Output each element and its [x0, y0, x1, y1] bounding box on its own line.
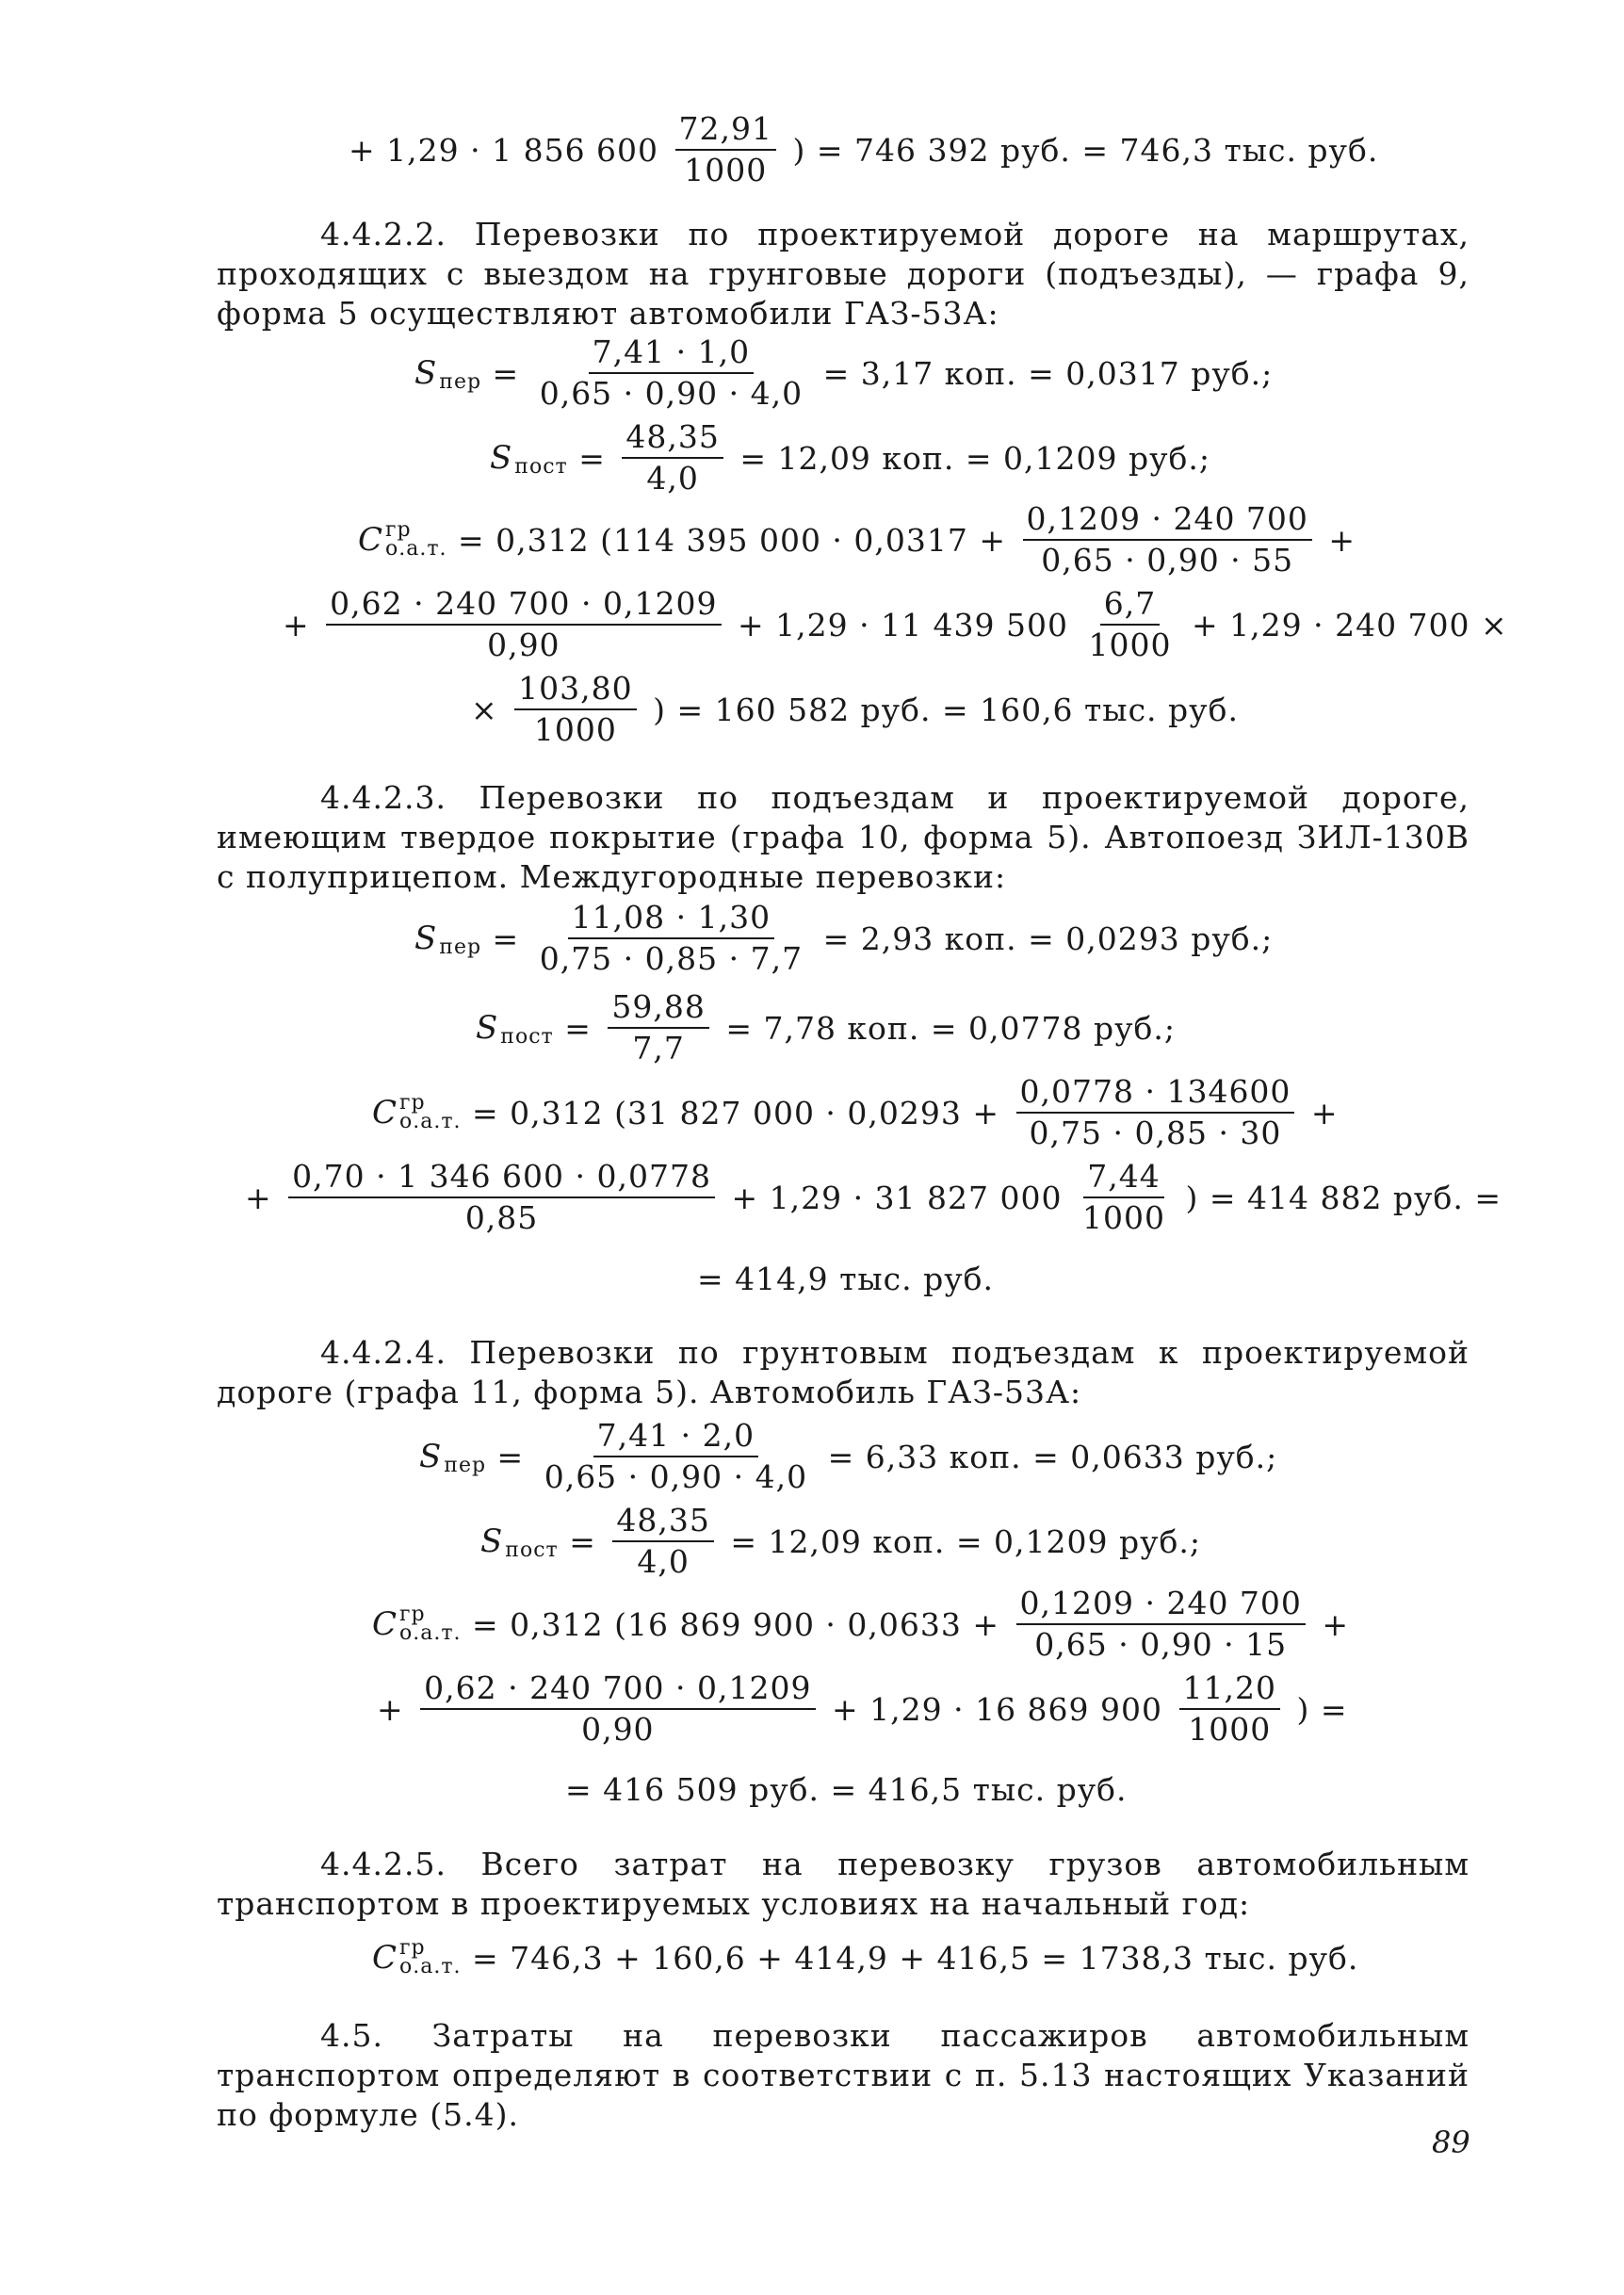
formula-text: = [481, 920, 530, 957]
formula-text: = 3,17 коп. = 0,0317 руб.; [812, 354, 1274, 392]
symbol-subscript: пост [514, 455, 568, 479]
symbol-base: C [358, 521, 384, 559]
fraction [1179, 1670, 1280, 1748]
fraction [420, 1670, 815, 1748]
formula-text: × [471, 691, 510, 728]
fraction-numerator: 11,20 [1179, 1670, 1280, 1710]
formula-text: + 1,29 · 16 869 900 [820, 1690, 1174, 1728]
math-symbol [372, 1091, 462, 1133]
fraction-numerator: 11,08 · 1,30 [568, 900, 774, 939]
formula-text: + [377, 1690, 415, 1728]
fraction [1016, 1074, 1295, 1151]
formula-c-oat-result [471, 671, 1239, 748]
math-symbol [490, 439, 568, 477]
formula-text: = [553, 1009, 603, 1047]
fraction [514, 671, 636, 748]
formula-text: = 0,312 (16 869 900 · 0,0633 + [461, 1605, 1011, 1643]
symbol-base: S [476, 1009, 499, 1047]
fraction [612, 1503, 713, 1580]
formula-text: + [283, 606, 321, 643]
math-symbol [414, 354, 481, 392]
math-symbol [372, 1936, 462, 1978]
symbol-superscript: гр [399, 1603, 426, 1626]
page-number: 89 [1432, 2124, 1470, 2160]
fraction-numerator: 0,62 · 240 700 · 0,1209 [326, 586, 721, 626]
fraction [1023, 501, 1312, 578]
formula-text: = 0,312 (114 395 000 · 0,0317 + [447, 521, 1017, 559]
paragraph-4-4-2-3: 4.4.2.3. Перевозки по подъездам и проектируемой дороге, имеющим твердое покрытие (графа 10, форма 5). Автопоезд ЗИЛ-130В с полуприцепом. Междугородные перевозки: [217, 779, 1470, 895]
fraction-denominator: 0,75 · 0,85 · 30 [1029, 1115, 1282, 1151]
formula-s-per [414, 334, 1273, 412]
fraction [1079, 1159, 1169, 1236]
symbol-base: C [372, 1939, 398, 1977]
symbol-subscript: о.а.т. [399, 1110, 462, 1133]
fraction [536, 900, 806, 977]
formula-text: = 6,33 коп. = 0,0633 руб.; [817, 1438, 1278, 1475]
formula-text: = 2,93 коп. = 0,0293 руб.; [812, 920, 1274, 957]
fraction-numerator: 7,44 [1083, 1159, 1163, 1198]
fraction-denominator: 4,0 [637, 1543, 690, 1580]
fraction [1016, 1586, 1306, 1663]
formula-text: = [481, 354, 530, 392]
fraction-numerator: 0,1209 · 240 700 [1023, 501, 1312, 541]
fraction [326, 586, 721, 663]
symbol-superscript: гр [399, 1936, 426, 1960]
fraction-numerator: 103,80 [514, 671, 636, 710]
formula-text: ) = [1286, 1690, 1348, 1728]
symbol-superscript: гр [399, 1091, 426, 1115]
formula-c-oat [358, 501, 1356, 578]
formula-text: = [567, 439, 617, 477]
formula-s-post [480, 1503, 1201, 1580]
formula-text: = 12,09 коп. = 0,1209 руб.; [719, 1522, 1202, 1560]
math-symbol [419, 1438, 486, 1475]
formula-text: + 1,29 · 31 827 000 [720, 1179, 1073, 1216]
formula-text: = 414,9 тыс. руб. [697, 1261, 994, 1297]
symbol-base: S [490, 439, 513, 477]
fraction-denominator: 1000 [1082, 1199, 1165, 1236]
fraction-numerator: 48,35 [612, 1503, 713, 1542]
fraction-numerator: 0,1209 · 240 700 [1016, 1586, 1306, 1625]
fraction-numerator: 0,62 · 240 700 · 0,1209 [420, 1670, 815, 1710]
formula-s-post [490, 419, 1210, 496]
fraction-denominator: 1000 [1088, 627, 1172, 663]
fraction [541, 1418, 811, 1495]
fraction-denominator: 0,85 [464, 1199, 539, 1236]
symbol-base: S [414, 920, 438, 957]
fraction [1085, 586, 1176, 663]
math-symbol [414, 920, 481, 957]
fraction-numerator: 48,35 [622, 419, 723, 459]
fraction-denominator: 1000 [1188, 1711, 1272, 1748]
fraction-denominator: 0,65 · 0,90 · 15 [1034, 1626, 1288, 1663]
symbol-base: S [480, 1522, 504, 1560]
math-symbol [476, 1009, 554, 1047]
math-symbol [480, 1522, 559, 1560]
symbol-subscript: пер [439, 370, 482, 394]
fraction-numerator: 59,88 [608, 989, 708, 1029]
formula-s-post [476, 989, 1176, 1066]
fraction-denominator: 0,75 · 0,85 · 7,7 [539, 940, 804, 977]
fraction-denominator: 0,90 [581, 1711, 655, 1748]
fraction [536, 334, 806, 412]
fraction-numerator: 7,41 · 1,0 [589, 334, 754, 374]
formula-s-per [419, 1418, 1277, 1495]
symbol-subscript: о.а.т. [399, 1621, 462, 1645]
fraction-denominator: 0,65 · 0,90 · 4,0 [539, 375, 804, 412]
formula-text: = 12,09 коп. = 0,1209 руб.; [728, 439, 1211, 477]
fraction-numerator: 7,41 · 2,0 [593, 1418, 758, 1457]
fraction-denominator: 1000 [533, 711, 617, 748]
symbol-superscript: гр [385, 518, 412, 542]
symbol-subscript: о.а.т. [385, 537, 447, 561]
symbol-base: C [372, 1605, 398, 1643]
symbol-base: S [414, 354, 438, 392]
fraction-denominator: 0,65 · 0,90 · 4,0 [544, 1458, 808, 1495]
formula-c-oat [372, 1586, 1349, 1663]
formula-text: + 1,29 · 240 700 × [1180, 606, 1508, 643]
symbol-subscript: пер [439, 936, 482, 959]
formula-text: + [1300, 1094, 1339, 1131]
fraction-numerator: 0,0778 · 134600 [1016, 1074, 1295, 1114]
symbol-subscript: пер [444, 1454, 487, 1477]
formula-cost-line-end [349, 111, 1378, 188]
formula-c-oat-continued [283, 586, 1508, 663]
formula-s-per [414, 900, 1273, 977]
formula-c-oat [372, 1074, 1339, 1151]
formula-text: ) = 746 392 руб. = 746,3 тыс. руб. [782, 131, 1379, 169]
formula-text: + 1,29 · 1 856 600 [349, 131, 670, 169]
formula-text: = 7,78 коп. = 0,0778 руб.; [714, 1009, 1177, 1047]
fraction-denominator: 7,7 [632, 1030, 685, 1066]
formula-c-oat-total [697, 1261, 994, 1297]
fraction-numerator: 72,91 [675, 111, 776, 151]
formula-c-oat-total [565, 1771, 1127, 1808]
fraction-denominator: 1000 [684, 152, 768, 188]
formula-c-oat-continued [377, 1670, 1348, 1748]
fraction-numerator: 0,70 · 1 346 600 · 0,0778 [288, 1159, 715, 1198]
fraction [608, 989, 708, 1066]
formula-c-oat-sum [372, 1936, 1359, 1978]
fraction-denominator: 0,90 [487, 627, 560, 663]
symbol-subscript: пост [500, 1025, 554, 1049]
paragraph-4-4-2-4: 4.4.2.4. Перевозки по грунтовым подъездам к проектируемой дороге (графа 11, форма 5). Автомобиль ГАЗ-53А: [217, 1334, 1470, 1410]
formula-text: = 746,3 + 160,6 + 414,9 + 416,5 = 1738,3 тыс. руб. [461, 1939, 1359, 1977]
formula-text: ) = 160 582 руб. = 160,6 тыс. руб. [641, 691, 1239, 728]
fraction [675, 111, 776, 188]
formula-text: ) = 414 882 руб. = [1174, 1179, 1502, 1216]
paragraph-4-4-2-2: 4.4.2.2. Перевозки по проектируемой дороге на маршрутах, проходящих с выездом на грунговые дороги (подъезды), — графа 9, форма 5 осуществляют автомобили ГАЗ-53А: [217, 216, 1470, 332]
paragraph-4-4-2-5: 4.4.2.5. Всего затрат на перевозку грузов автомобильным транспортом в проектируемых условиях на начальный год: [217, 1846, 1470, 1922]
formula-text: = 416 509 руб. = 416,5 тыс. руб. [565, 1771, 1128, 1808]
fraction-denominator: 4,0 [646, 460, 699, 496]
fraction-denominator: 0,65 · 0,90 · 55 [1041, 542, 1294, 578]
symbol-base: S [419, 1438, 443, 1475]
formula-text: = [558, 1522, 608, 1560]
symbol-subscript: о.а.т. [399, 1955, 462, 1978]
fraction [622, 419, 723, 496]
formula-c-oat-continued [245, 1159, 1502, 1236]
formula-text: = 0,312 (31 827 000 · 0,0293 + [461, 1094, 1011, 1131]
math-symbol [358, 518, 447, 561]
formula-text: + [1310, 1605, 1350, 1643]
fraction-numerator: 6,7 [1100, 586, 1160, 626]
formula-text: + [1317, 521, 1356, 559]
fraction [288, 1159, 715, 1236]
formula-text: + 1,29 · 11 439 500 [726, 606, 1080, 643]
symbol-base: C [372, 1094, 398, 1131]
paragraph-4-5: 4.5. Затраты на перевозки пассажиров автомобильным транспортом определяют в соответствии с п. 5.13 настоящих Указаний по формуле (5.4). [217, 2017, 1470, 2133]
formula-text: + [245, 1179, 284, 1216]
formula-text: = [486, 1438, 535, 1475]
symbol-subscript: пост [505, 1538, 559, 1562]
math-symbol [372, 1605, 462, 1643]
